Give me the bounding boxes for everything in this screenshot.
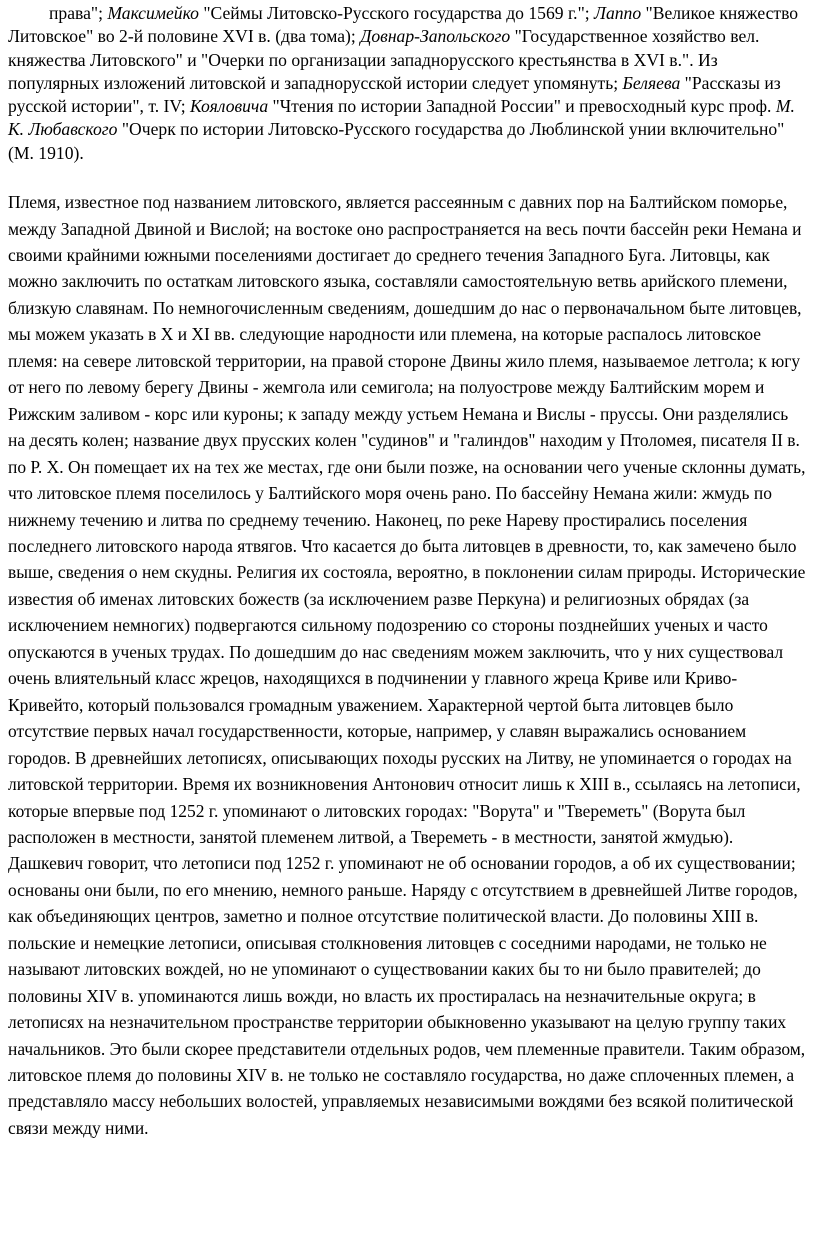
bib-author: М. К. Любавского <box>8 96 795 140</box>
bib-author: Лаппо <box>594 3 642 23</box>
bib-author: Довнар-Запольского <box>360 26 511 47</box>
bib-text: "Сеймы Литовско-Русского государства до 1569 г."; <box>198 3 595 23</box>
bib-text: "Рассказы из русской истории", т. IV; <box>8 72 781 117</box>
bibliography-paragraph <box>8 0 808 165</box>
bib-text: права"; <box>49 3 108 23</box>
main-paragraph: Племя, известное под названием литовского, является рассеянным с давних пор на Балтийском поморье, между Западной Двиной и Вислой; на востоке оно распространяется на весь почти бассейн реки Немана и своими крайними южными поселениями достигает до среднего течения Западного Буга. Литовцы, как можно заключить по остаткам литовского языка, составляли самостоятельную ветвь арийского племени, близкую славянам. По немногочисленным сведениям, дошедшим до нас о первоначальном быте литовцев, мы можем указать в X и XI вв. следующие народности или племена, на которые распалось литовское племя: на севере литовской территории, на правой стороне Двины жило племя, называемое летгола; к югу от него по левому берегу Двины - жемгола или семигола; на полуострове между Балтийским морем и Рижским заливом - корс или куроны; к западу между устьем Немана и Вислы - пруссы. Они разделялись на десять колен; название двух прусских колен "судинов" и "галиндов" находим у Птоломея, писателя II в. по Р. Х. Он помещает их на тех же местах, где они были позже, на основании чего ученые склонны думать, что литовское племя поселилось у Балтийского моря очень рано. По бассейну Немана жили: жмудь по нижнему течению и литва по среднему течению. Наконец, по реке Нареву простирались поселения последнего литовского народа ятвягов. Что касается до быта литовцев в древности, то, как замечено было выше, сведения о нем скудны. Религия их состояла, вероятно, в поклонении силам природы. Исторические известия об именах литовских божеств (за исключением разве Перкуна) и религиозных обрядах (за исключением немногих) подвергаются сильному подозрению со стороны позднейших ученых и часто опускаются в ученых трудах. По дошедшим до нас сведениям можем заключить, что у них существовал очень влиятельный класс жрецов, находящихся в подчинении у главного жреца Криве или Криво-Кривейто, который пользовался громадным уважением. Характерной чертой быта литовцев было отсутствие первых начал государственности, которые, например, у славян выражались основанием городов. В древнейших летописях, описывающих походы русских на Литву, не упоминается о городах на литовской территории. Время их возникновения Антонович относит лишь к XIII в., ссылаясь на летописи, которые впервые под 1252 г. упоминают о литовских городах: "Ворута" и "Твереметь" (Ворута был расположен в местности, занятой племенем литвой, а Твереметь - в местности, занятой жмудью). Дашкевич говорит, что летописи под 1252 г. упоминают не об основании городов, а об их существовании; основаны они были, по его мнению, немного раньше. Наряду с отсутствием в древнейшей Литве городов, как объединяющих центров, заметно и полное отсутствие политической власти. До половины XIII в. польские и немецкие летописи, описывая столкновения литовцев с соседними народами, не только не называют литовских вождей, но не упоминают о существовании каких бы то ни было правителей; до половины XIV в. упоминаются лишь вожди, но власть их простиралась на незначительные округа; в летописях на незначительном пространстве территории обыкновенно указывают на целую группу таких начальников. Это были скорее представители отдельных родов, чем племенные правители. Таким образом, литовское племя до половины XIV в. не только не составляло государства, но даже сплоченных племен, а представляло массу небольших волостей, управляемых независимыми вождями без всякой политической связи между ними. <box>8 192 806 1138</box>
bib-author: Кояловича <box>190 96 269 117</box>
bib-author: Максимейко <box>107 3 199 23</box>
bib-text: "Чтения по истории Западной России" и превосходный курс проф. <box>268 96 776 117</box>
bib-text: "Очерк по истории Литовско-Русского государства до Люблинской унии включительно" (М. 1910). <box>8 119 785 163</box>
bib-text: "Великое княжество Литовское" во 2-й половине XVI в. (два тома); <box>8 3 799 47</box>
bib-text: "Государственное хозяйство вел. княжества Литовского" и "Очерки по организации западнорусского крестьянства в XVI в.". Из популярных изложений литовской и западнорусской истории следует упомянуть; <box>8 26 760 93</box>
bib-author: Беляева <box>622 72 681 93</box>
